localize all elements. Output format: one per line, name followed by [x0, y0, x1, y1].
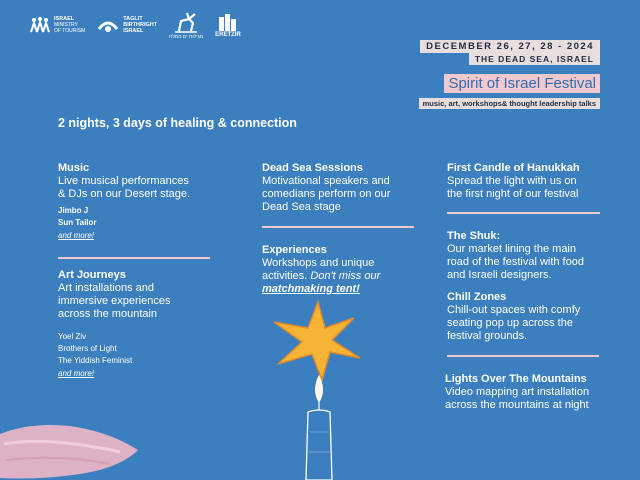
- music-desc: Live musical performances: [58, 175, 189, 187]
- music-section: [58, 162, 190, 242]
- eretzir-logo: [215, 13, 241, 38]
- chill-heading: Chill Zones: [447, 291, 507, 303]
- logo-text: OF TOURISM: [54, 28, 86, 34]
- artist-name: Sun Tailor: [58, 218, 97, 227]
- logo-text: ERETZIR: [215, 31, 241, 38]
- and-more-link[interactable]: and more!: [58, 231, 95, 240]
- lights-heading: Lights Over The Mountains: [445, 373, 587, 385]
- art-heading: Art Journeys: [58, 269, 126, 281]
- logo-bar: [30, 8, 241, 42]
- experiences-desc: activities. Don't miss our: [262, 270, 381, 282]
- hanukkah-section: [447, 162, 580, 201]
- logo-text: MINISTRY: [54, 22, 78, 28]
- ministry-of-tourism-logo: [30, 16, 85, 34]
- hanukkah-heading: First Candle of Hanukkah: [447, 162, 580, 174]
- artist-name: The Yiddish Feminist: [58, 356, 133, 365]
- matchmaking-tent-link[interactable]: matchmaking tent!: [262, 283, 360, 295]
- taglit-icon: [97, 17, 119, 33]
- music-heading: Music: [58, 162, 90, 174]
- event-dates: DECEMBER 26, 27, 28 - 2024: [420, 40, 600, 53]
- tagline: 2 nights, 3 days of healing & connection: [58, 116, 297, 130]
- logo-text: ISRAEL: [54, 16, 75, 22]
- lights-section: [445, 373, 589, 412]
- divider: [447, 355, 599, 357]
- people-icon: [30, 17, 50, 33]
- hanukkah-desc: the first night of our festival: [447, 188, 579, 200]
- art-desc: immersive experiences: [58, 295, 171, 307]
- sessions-heading: Dead Sea Sessions: [262, 162, 363, 174]
- shuk-desc: Our market lining the main: [447, 243, 576, 255]
- festival-title: Spirit of Israel Festival: [444, 74, 600, 93]
- shuk-desc: road of the festival with food: [447, 256, 584, 268]
- art-section: [58, 269, 170, 380]
- shuk-section: [447, 230, 584, 282]
- chill-desc: Chill-out spaces with comfy: [447, 304, 581, 316]
- brush-stroke-decoration: [0, 416, 140, 480]
- chill-desc: festival grounds.: [447, 330, 528, 342]
- chill-zones-section: [447, 291, 580, 343]
- candle-icon: [294, 372, 344, 480]
- artist-name: Brothers of Light: [58, 344, 117, 353]
- and-more-link[interactable]: and more!: [58, 369, 95, 378]
- artist-name: Yoel Ziv: [58, 332, 87, 341]
- sessions-desc: Dead Sea stage: [262, 201, 341, 213]
- art-desc: Art installations and: [58, 282, 154, 294]
- artist-name: Jimbo J: [58, 206, 89, 215]
- experiences-desc: Workshops and unique: [262, 257, 375, 269]
- divider: [262, 226, 414, 228]
- logo-text: מגילות ים המלח: [169, 33, 204, 40]
- music-desc: & DJs on our Desert stage.: [58, 188, 191, 200]
- buildings-icon: [217, 13, 239, 31]
- divider: [447, 212, 600, 214]
- lights-desc: Video mapping art installation: [445, 386, 590, 398]
- event-location: THE DEAD SEA, ISRAEL: [469, 53, 600, 65]
- lights-desc: across the mountains at night: [445, 399, 589, 411]
- hanukkah-desc: Spread the light with us on: [447, 175, 577, 187]
- logo-text: BIRTHRIGHT: [123, 22, 158, 28]
- divider: [58, 257, 210, 259]
- sessions-desc: comedians perform on our: [262, 188, 391, 200]
- logo-text: ISRAEL: [123, 28, 144, 34]
- dead-sea-sessions-section: [262, 162, 390, 214]
- art-desc: across the mountain: [58, 308, 158, 320]
- taglit-logo: [97, 16, 157, 34]
- ibex-icon: [173, 11, 199, 33]
- logo-text: TAGLIT: [123, 16, 143, 22]
- sessions-desc: Motivational speakers and: [262, 175, 390, 187]
- chill-desc: seating pop up across the: [447, 317, 573, 329]
- dead-sea-scrolls-logo: [169, 11, 203, 40]
- experiences-heading: Experiences: [262, 244, 327, 256]
- festival-subtitle: music, art, workshops& thought leadership talks: [419, 98, 600, 109]
- shuk-desc: and Israeli designers.: [447, 269, 552, 281]
- experiences-section: [262, 244, 380, 296]
- shuk-heading: The Shuk:: [447, 230, 501, 242]
